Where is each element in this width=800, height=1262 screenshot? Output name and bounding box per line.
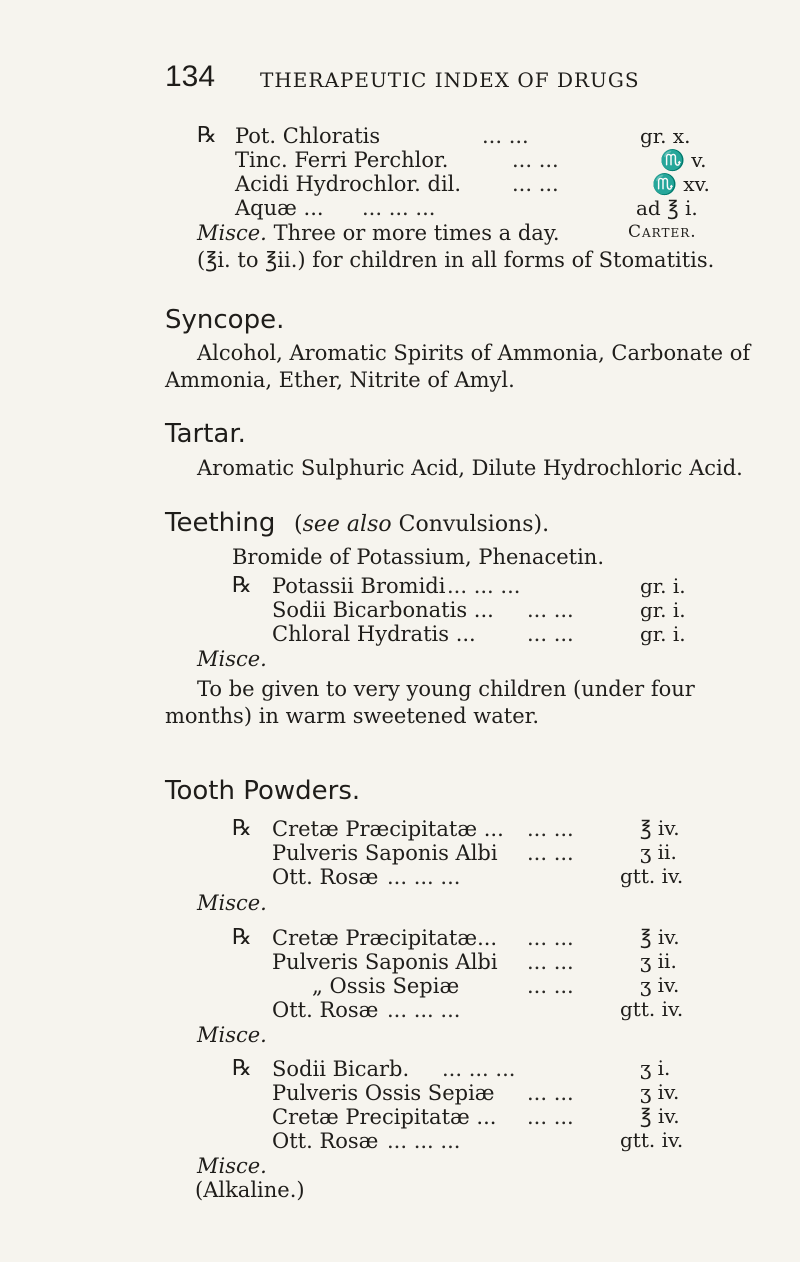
rx-symbol: ℞ [232, 1056, 252, 1081]
rx-item-name: Cretæ Præcipitatæ ... [272, 817, 504, 841]
tartar-text: Aromatic Sulphuric Acid, Dilute Hydrochloric Acid. [197, 456, 743, 480]
section-heading-tooth-powders: Tooth Powders. [165, 776, 361, 806]
rx-item-amount: ℥ iv. [640, 1104, 680, 1128]
rx-item-name: Chloral Hydratis ... [272, 622, 476, 646]
rx-item-dots: ... ... ... [362, 196, 436, 220]
teething-note: To be given to very young children (under four months) in warm sweetened water. [165, 677, 695, 728]
rx-item-name: Sodii Bicarbonatis ... [272, 598, 494, 622]
rx-item-name: Pulveris Saponis Albi [272, 841, 498, 865]
rx-item-name: Potassii Bromidi [272, 574, 446, 598]
rx-item-dots: ... ... [527, 1105, 574, 1129]
see-also-target: Convulsions). [398, 512, 550, 537]
section-heading-tartar: Tartar. [165, 419, 246, 449]
teething-drugs: Bromide of Potassium, Phenacetin. [232, 545, 604, 569]
rx-item-amount: ʒ iv. [640, 973, 680, 997]
rx-item-amount: ℥ iv. [640, 925, 680, 949]
rx-item-amount: ʒ ii. [640, 949, 677, 973]
rx-item-dots: ... ... [512, 172, 559, 196]
rx-item-dots: ... ... ... [387, 998, 461, 1022]
page-number: 134 [165, 60, 216, 93]
rx-symbol: ℞ [232, 573, 252, 598]
rx-item-dots: ... ... ... [447, 574, 521, 598]
section-heading-teething: Teething [165, 508, 276, 538]
syncope-text: Alcohol, Aromatic Spirits of Ammonia, Carbonate of Ammonia, Ether, Nitrite of Amyl. [165, 341, 751, 392]
rx-item-dots: ... ... [512, 148, 559, 172]
rx-item-name: Ott. Rosæ [272, 998, 379, 1022]
rx-item-name: Pulveris Saponis Albi [272, 950, 498, 974]
rx-item-amount: gtt. iv. [620, 864, 684, 888]
misce-instruction: Three or more times a day. [273, 221, 560, 245]
rx-item-dots: ... ... [482, 124, 529, 148]
rx-symbol: ℞ [232, 816, 252, 841]
rx-item-name: Aquæ ... [235, 196, 324, 220]
rx-item-amount: ʒ i. [640, 1056, 671, 1080]
rx-item-amount: gr. i. [640, 622, 686, 646]
running-title: THERAPEUTIC INDEX OF DRUGS [260, 68, 640, 92]
rx-item-dots: ... ... [527, 817, 574, 841]
rx-item-name: Tinc. Ferri Perchlor. [235, 148, 449, 172]
rx-item-amount: ♏ xv. [652, 172, 710, 196]
rx-item-dots: ... ... ... [387, 865, 461, 889]
rx-item-dots: ... ... [527, 622, 574, 646]
rx-item-name: Ott. Rosæ [272, 1129, 379, 1153]
see-also-label: see also [302, 512, 392, 537]
rx-item-dots: ... ... [527, 926, 574, 950]
alkaline-note: (Alkaline.) [195, 1178, 305, 1202]
rx-item-dots: ... ... [527, 841, 574, 865]
rx-item-amount: gr. i. [640, 598, 686, 622]
rx-item-name: Pulveris Ossis Sepiæ [272, 1081, 495, 1105]
rx-item-dots: ... ... [527, 950, 574, 974]
misce-label: Misce. [197, 647, 267, 671]
rx-item-amount: gtt. iv. [620, 1128, 684, 1152]
rx-item-amount: ʒ ii. [640, 840, 677, 864]
misce-label: Misce. [197, 1023, 267, 1047]
rx-item-dots: ... ... ... [387, 1129, 461, 1153]
rx-item-dots: ... ... [527, 1081, 574, 1105]
rx-symbol: ℞ [197, 123, 217, 148]
misce-label: Misce. [197, 1154, 267, 1178]
page-header [165, 60, 725, 100]
dosage-note: (℥i. to ℥ii.) for children in all forms of Stomatitis. [197, 248, 715, 272]
rx-item-amount: ♏ v. [660, 148, 707, 172]
section-heading-syncope: Syncope. [165, 305, 285, 335]
rx-item-amount: ʒ iv. [640, 1080, 680, 1104]
rx-item-dots: ... ... [527, 598, 574, 622]
rx-item-dots: ... ... ... [442, 1057, 516, 1081]
teething-see-also: (see also Convulsions). [294, 512, 550, 537]
rx-item-amount: ad ℥ i. [636, 196, 698, 220]
misce-line [197, 221, 560, 245]
rx-item-amount: gr. x. [640, 124, 691, 148]
author-name: Carter. [628, 222, 697, 242]
rx-item-name: Acidi Hydrochlor. dil. [235, 172, 462, 196]
rx-item-amount: gtt. iv. [620, 997, 684, 1021]
rx-item-dots: ... ... [527, 974, 574, 998]
rx-item-name: Pot. Chloratis [235, 124, 381, 148]
rx-item-amount: gr. i. [640, 574, 686, 598]
misce-label: Misce. [197, 891, 267, 915]
rx-item-name: Sodii Bicarb. [272, 1057, 410, 1081]
rx-item-name: Ott. Rosæ [272, 865, 379, 889]
rx-symbol: ℞ [232, 925, 252, 950]
misce-label: Misce. [197, 221, 267, 245]
rx-item-amount: ℥ iv. [640, 816, 680, 840]
rx-item-name: „ Ossis Sepiæ [312, 974, 460, 998]
rx-item-name: Cretæ Precipitatæ ... [272, 1105, 497, 1129]
rx-item-name: Cretæ Præcipitatæ... [272, 926, 498, 950]
